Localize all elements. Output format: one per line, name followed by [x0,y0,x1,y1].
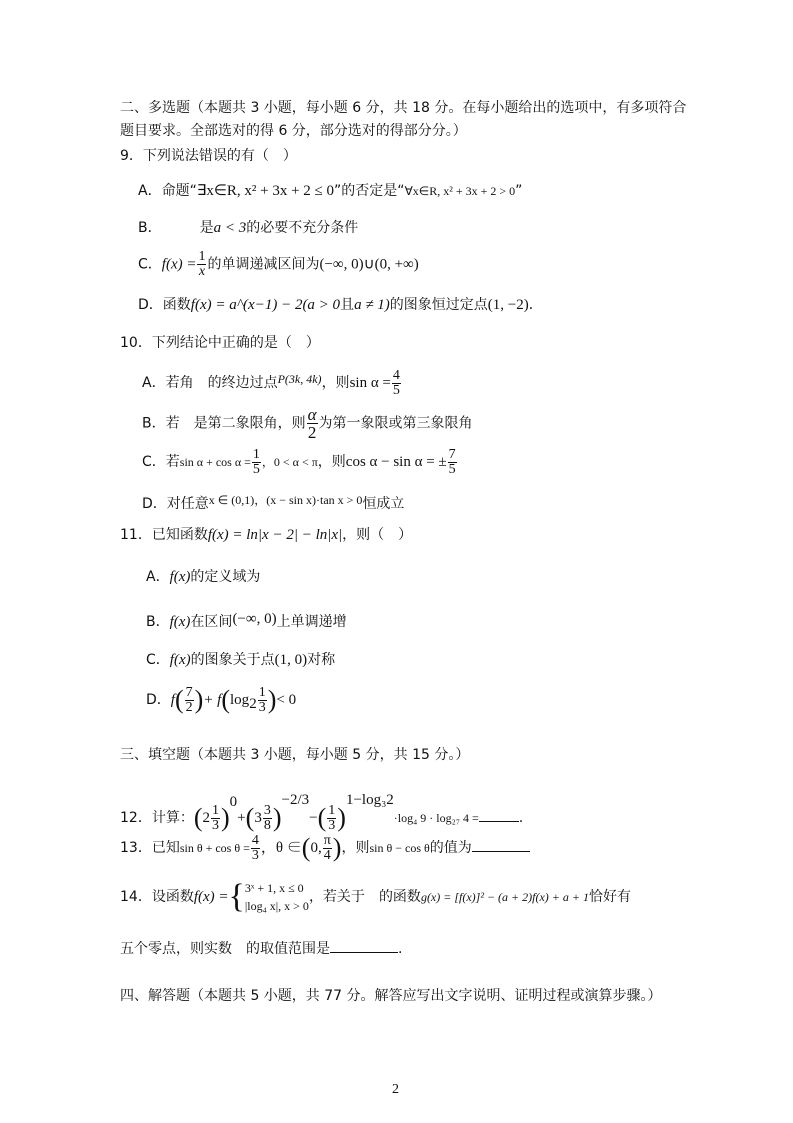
q9-a-proposition: ∃x∈R, x² + 3x + 2 ≤ 0 [196,183,335,199]
q11-c-mid: 的图象关于点 [190,652,275,668]
q11-option-c [146,651,335,669]
q13: 13．已知sin θ + cos θ = $\frac{4}{3}$ ，θ ∈(0, $\frac{\pi}{4}$ )，则sin θ − cos θ的值为 [120,828,530,868]
q11-option-a [146,568,260,586]
q13-range-den: 4 [323,847,331,863]
q9-d-condition: a ≠ 1) [354,297,390,313]
q14-mid: ，若关于 [308,889,365,905]
q11-d-suffix: < 0 [276,692,297,708]
q9-option-a [138,182,522,200]
q10-c-num2: 7 [448,446,456,462]
q13-range-fraction [323,834,332,863]
q13-fraction [251,834,260,863]
q9-a-mid: ”的否定是“ [334,183,405,199]
q9-b-prefix: B． [138,220,162,236]
page-number: 2 [392,1082,399,1097]
q12-minus: − [309,810,318,826]
q9-d-point: (1, −2) [487,297,529,313]
q13-suffix: 的值为 [429,840,472,856]
q11-b-suffix: 上单调递增 [276,614,347,630]
q9-b-suffix: 的必要不充分条件 [246,220,359,236]
q11-d-f1: f [170,692,175,708]
q10-option-a [142,364,402,398]
q11-stem [120,526,412,544]
q12-e3: 1−log₃2 [345,792,394,808]
q11-d-den1: 2 [185,699,193,715]
q13-den: 3 [251,847,259,863]
q13-num: 4 [251,832,259,848]
q10-b-fraction [307,406,318,441]
q11-b-prefix: B． [146,614,170,630]
q12: 12．计算：(2 $\frac{1}{3}$ )$^0$+(3 $\frac{3}{8}$ )$^{-2/3}$−( $\frac{1}{3}$ )$^{1-log_32}$·log₄ 9 · log₂₇ 4 = . [120,792,524,833]
q11-d-fraction1 [185,686,194,715]
q13-range-num: π [323,832,331,848]
q9-d-suffix: ． [528,297,543,313]
q9-d-mid: 的图象恒过定点 [389,297,488,313]
q11-d-base: 2 [249,695,257,712]
q12-d1: 3 [212,817,219,833]
q10-b-num: α [307,405,317,424]
q11-d-prefix: D． [146,692,171,708]
q12-n1: 1 [212,802,219,818]
q9-d-and: 且 [340,297,355,313]
q13-expression: sin θ − cos θ [369,841,430,855]
q10-option-d [142,491,404,513]
q14-line1: 14．设函数f(x) ={ 3ˣ + 1, x ≤ 0 |log₄ x|, x > 0 ，若关于 的函数g(x) = [f(x)]² − (a + 2)f(x) + a + 1恰好有 [120,878,631,915]
q10-c-den: 5 [252,461,260,477]
q13-then: ，则 [341,840,370,856]
q10-c-range: ，0 < α < π [261,455,318,469]
q11-b-mid: 在区间 [190,614,233,630]
q9-c-mid: 的单调递减区间为 [207,256,320,273]
q9-c-den: x [198,264,206,279]
q14-case1: 3ˣ + 1, x ≤ 0 [244,881,304,895]
q14-case2: |log₄ x|, x > 0 [244,899,309,913]
q9-c-function: f(x) = [161,256,197,273]
q11-d-fraction2 [258,686,267,715]
q10-a-den: 5 [392,382,400,398]
section-2-header-line1: 二、多选题（本题共 3 小题，每小题 6 分，共 18 分。在每小题给出的选项中，有多项符合 [120,100,687,116]
q14-answer-blank[interactable] [330,940,398,953]
q9-a-prefix: A．命题“ [138,183,197,199]
q10-d-prefix: D．对任意 [142,496,209,512]
q10-a-then: ，则 [321,375,350,391]
q12-e2: −2/3 [281,792,310,808]
q13-condition: sin θ + cos θ = [179,841,250,855]
q10-option-b [142,406,473,441]
q14-prefix: 14．设函数 [120,889,194,905]
q9-option-b [138,219,358,237]
q10-d-expression: ，(x − sin x)·tan x > 0 [254,493,363,507]
q11-d-plus: + f [203,692,222,708]
q10-a-fraction [392,369,401,398]
q9-b-prefix2: 是 [199,220,214,236]
q10-d-domain: x ∈ (0,1) [208,493,255,507]
q9-c-fraction [197,250,206,279]
q9-stem: 9．下列说法错误的有（ ） [120,148,297,164]
q9-b-condition: a < 3 [213,220,247,236]
q11-option-b [146,610,347,631]
section-3-header: 三、填空题（本题共 3 小题，每小题 5 分，共 15 分。） [120,747,470,763]
q9-d-prefix: D．函数 [138,297,191,313]
q11-c-suffix: 对称 [307,652,336,668]
q9-option-d [138,296,543,314]
q10-b-suffix: 为第一象限或第三象限角 [318,415,473,432]
q12-d3: 3 [328,817,336,833]
q10-c-condition: sin α + cos α = [179,455,251,469]
q14-suffix: 恰好有 [588,889,631,905]
q11-b-interval: (−∞, 0) [232,611,277,627]
q14-g-function: g(x) = [f(x)]² − (a + 2)f(x) + a + 1 [420,890,589,904]
q14-cases [245,879,309,915]
q10-b-prefix: B．若 [142,415,180,432]
q12-w2: 3 [254,810,262,826]
q11-a-suffix: 的定义域为 [190,569,261,585]
q11-c-fx: f(x) [169,652,191,668]
q13-prefix: 13．已知 [120,840,180,856]
q11-option-d: D．f( $\frac{7}{2}$ )+ $f(\log_2$ $\frac{1}{3}$ )< 0 [146,684,297,715]
q13-range-pre: ，θ ∈ [260,840,302,856]
q10-c-prefix: C．若 [142,454,180,470]
section-4-header: 四、解答题（本题共 5 小题，共 77 分。解答应写出文字说明、证明过程或演算步骤。） [120,988,662,1004]
q14-line2 [120,940,402,958]
q12-n3: 1 [328,802,336,818]
q11-c-point: (1, 0) [274,652,308,668]
q11-d-den2: 3 [258,699,266,715]
q12-e1: 0 [229,794,238,810]
q10-c-result: cos α − sin α = ± [345,454,447,470]
q12-answer-blank[interactable] [479,809,519,822]
q13-answer-blank[interactable] [472,839,530,852]
q12-prefix: 12．计算： [120,810,194,826]
section-2-header-line2: 题目要求。全部选对的得 6 分，部分选对的得部分分。） [120,123,467,139]
q11-c-prefix: C． [146,652,170,668]
q11-stem-prefix: 11．已知函数 [120,527,208,543]
q14-function: f(x) = [193,889,229,905]
q11-d-num1: 7 [185,684,193,700]
q11-a-prefix: A． [146,569,170,585]
q10-b-mid: 是第二象限角，则 [193,415,306,432]
q11-stem-suffix: ，则（ ） [342,527,413,543]
q10-option-c [142,447,458,477]
q10-c-den2: 5 [448,461,456,477]
q10-stem: 10．下列结论中正确的是（ ） [120,335,320,351]
q11-d-log: log [230,692,250,708]
q11-d-num2: 1 [258,684,266,700]
q11-a-fx: f(x) [169,569,191,585]
q10-c-then: ，则 [317,454,346,470]
q10-a-sin: sin α = [349,375,391,391]
q12-d2: 8 [263,817,271,833]
q10-c-fraction2 [448,448,457,477]
q9-c-prefix: C． [138,256,162,273]
q10-a-num: 4 [392,367,400,383]
q10-a-point: P(3k, 4k) [277,372,322,386]
q10-d-suffix: 恒成立 [362,496,405,512]
q9-c-num: 1 [198,249,206,264]
q9-a-suffix: ” [515,183,523,199]
q10-a-mid: 的终边过点 [207,375,278,391]
q12-w1: 2 [202,810,210,826]
q14-mid2: 的函数 [378,889,421,905]
q12-plus: + [237,810,246,826]
q14-line2-suffix: . [398,941,403,957]
q9-a-negation: ∀x∈R, x² + 3x + 2 > 0 [404,184,516,198]
q12-suffix: . [518,810,524,826]
q11-stem-function: f(x) = ln|x − 2| − ln|x| [207,527,343,543]
q10-a-prefix: A．若角 [142,375,194,391]
q14-line2-mid: 的取值范围是 [246,941,330,957]
q10-b-den: 2 [307,423,317,442]
q14-line2-prefix: 五个零点，则实数 [120,941,232,957]
q9-d-function: f(x) = a^(x−1) − 2(a > 0 [190,297,341,313]
q12-tail: ·log₄ 9 · log₂₇ 4 = [393,811,479,825]
q11-b-fx: f(x) [169,614,191,630]
q13-range-left: 0, [310,840,322,856]
q9-c-interval: (−∞, 0)∪(0, +∞) [319,256,419,273]
q10-c-num: 1 [252,446,260,462]
q9-option-c [138,250,419,279]
q10-c-fraction [252,448,261,477]
q12-n2: 3 [263,802,271,818]
